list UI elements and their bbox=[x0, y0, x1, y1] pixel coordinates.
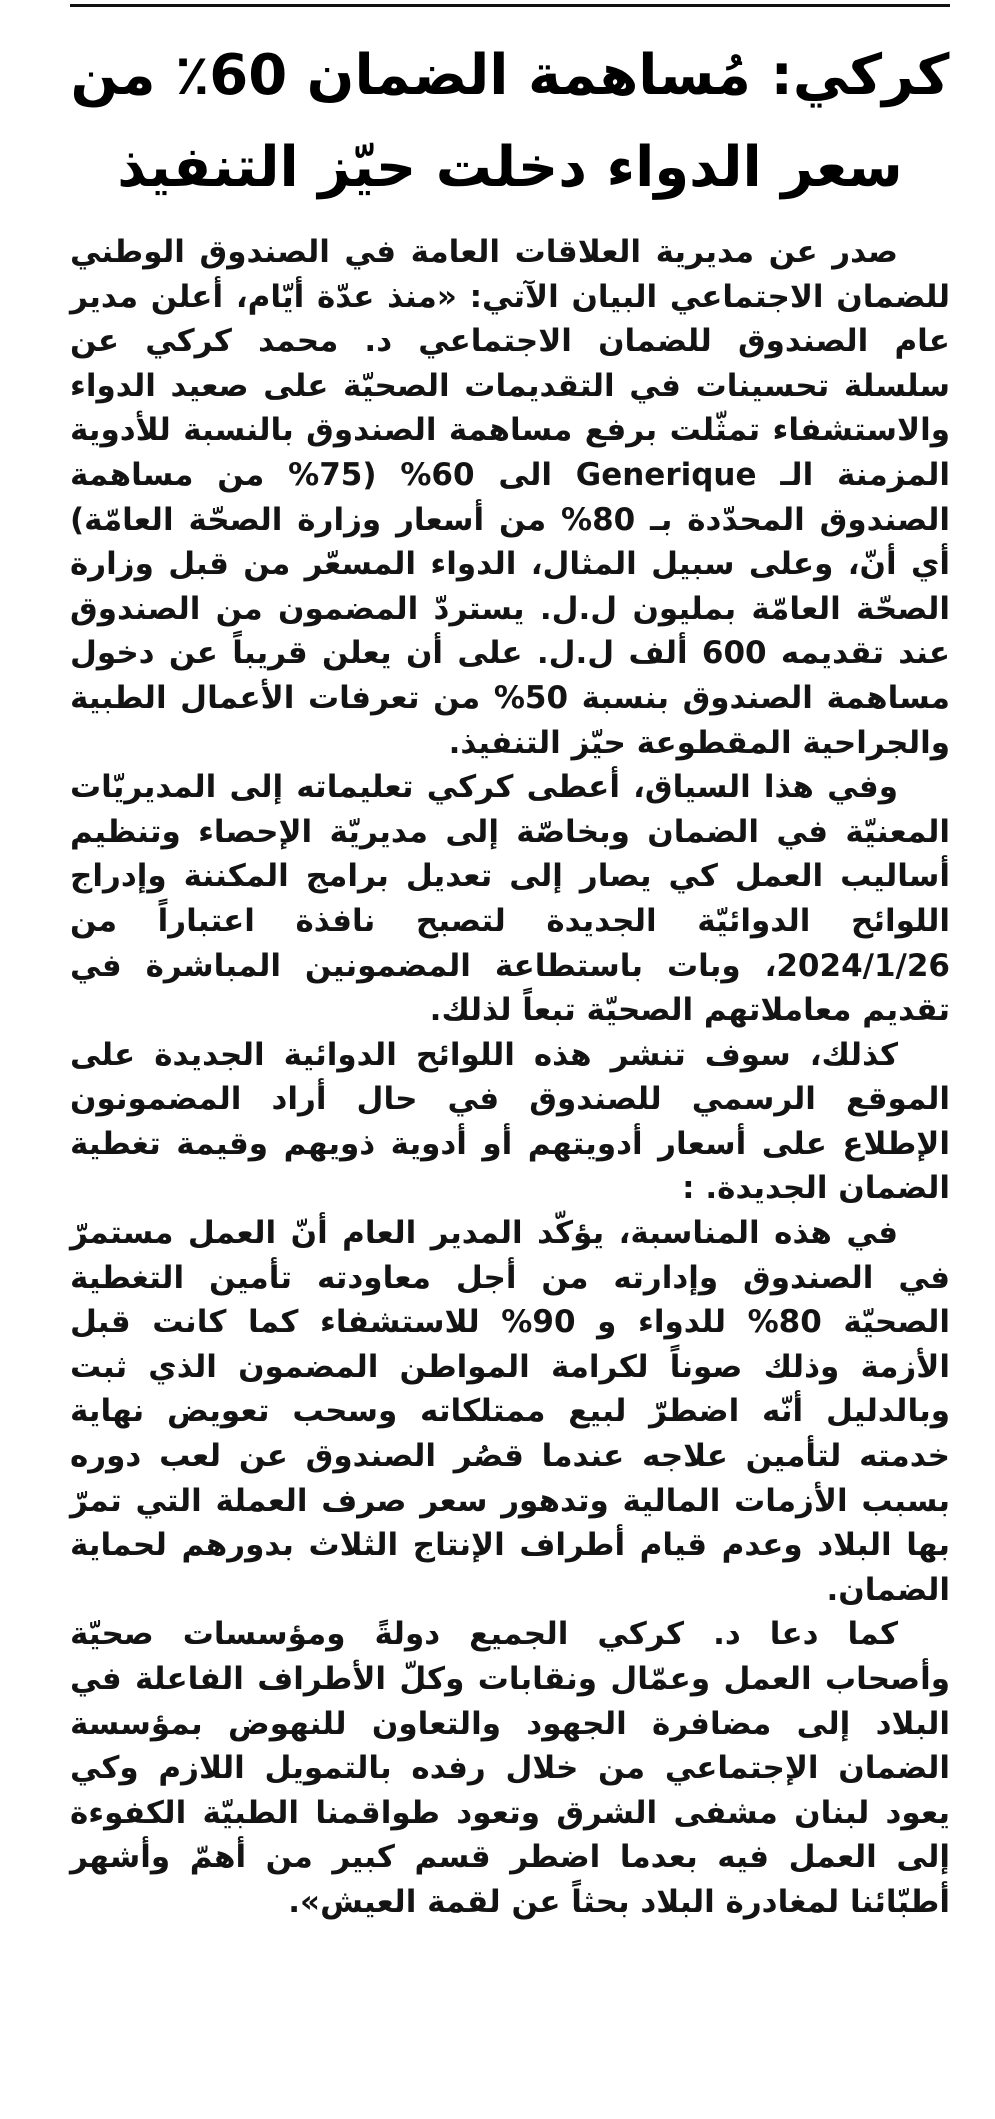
article-paragraph: كذلك، سوف تنشر هذه اللوائح الدوائية الجديدة على الموقع الرسمي للصندوق في حال أراد المضمونون الإطلاع على أسعار أدويتهم أو أدوية ذويهم وقيمة تغطية الضمان الجديدة. : bbox=[70, 1036, 950, 1207]
article-headline: كركي: مُساهمة الضمان 60٪ من سعر الدواء دخلت حيّز التنفيذ bbox=[70, 43, 950, 200]
top-rule bbox=[70, 4, 950, 7]
article-body bbox=[70, 230, 950, 1925]
article-paragraph: كما دعا د. كركي الجميع دولةً ومؤسسات صحيّة وأصحاب العمل وعمّال ونقابات وكلّ الأطراف الفاعلة في البلاد إلى مضافرة الجهود والتعاون للنهوض بمؤسسة الضمان الإجتماعي من خلال رفده بالتمويل اللازم وكي يعود لبنان مشفى الشرق وتعود طواقمنا الطبيّة الكفوءة إلى العمل فيه بعدما اضطر قسم كبير من أهمّ وأشهر أطبّائنا لمغادرة البلاد بحثاً عن لقمة العيش». bbox=[70, 1616, 950, 1920]
article-paragraph: وفي هذا السياق، أعطى كركي تعليماته إلى المديريّات المعنيّة في الضمان وبخاصّة إلى مديريّة الإحصاء وتنظيم أساليب العمل كي يصار إلى تعديل برامج المكننة وإدراج اللوائح الدوائيّة الجديدة لتصبح نافذة اعتباراً من 2024/1/26، وبات باستطاعة المضمونين المباشرة في تقديم معاملاتهم الصحيّة تبعاً لذلك. bbox=[70, 769, 950, 1029]
article-paragraph: في هذه المناسبة، يؤكّد المدير العام أنّ العمل مستمرّ في الصندوق وإدارته من أجل معاودته تأمين التغطية الصحيّة 80% للدواء و 90% للاستشفاء كما كانت قبل الأزمة وذلك صوناً لكرامة المواطن المضمون الذي ثبت وبالدليل أنّه اضطرّ لبيع ممتلكاته وسحب تعويض نهاية خدمته لتأمين علاجه عندما قصُر الصندوق عن لعب دوره بسبب الأزمات المالية وتدهور سعر صرف العملة التي تمرّ بها البلاد وعدم قيام أطراف الإنتاج الثلاث بدورهم لحماية الضمان. bbox=[70, 1215, 951, 1608]
news-article bbox=[70, 30, 950, 1925]
article-paragraph: صدر عن مديرية العلاقات العامة في الصندوق الوطني للضمان الاجتماعي البيان الآتي: «منذ عدّة أيّام، أعلن مدير عام الصندوق للضمان الاجتماعي د. محمد كركي عن سلسلة تحسينات في التقديمات الصحيّة على صعيد الدواء والاستشفاء تمثّلت برفع مساهمة الصندوق بالنسبة للأدوية المزمنة الـ Generique الى 60% (75% من مساهمة الصندوق المحدّدة بـ 80% من أسعار وزارة الصحّة العامّة) أي أنّ، وعلى سبيل المثال، الدواء المسعّر من قبل وزارة الصحّة العامّة بمليون ل.ل. يستردّ المضمون من الصندوق عند تقديمه 600 ألف ل.ل. على أن يعلن قريباً عن دخول مساهمة الصندوق بنسبة 50% من تعرفات الأعمال الطبية والجراحية المقطوعة حيّز التنفيذ. bbox=[70, 234, 951, 761]
